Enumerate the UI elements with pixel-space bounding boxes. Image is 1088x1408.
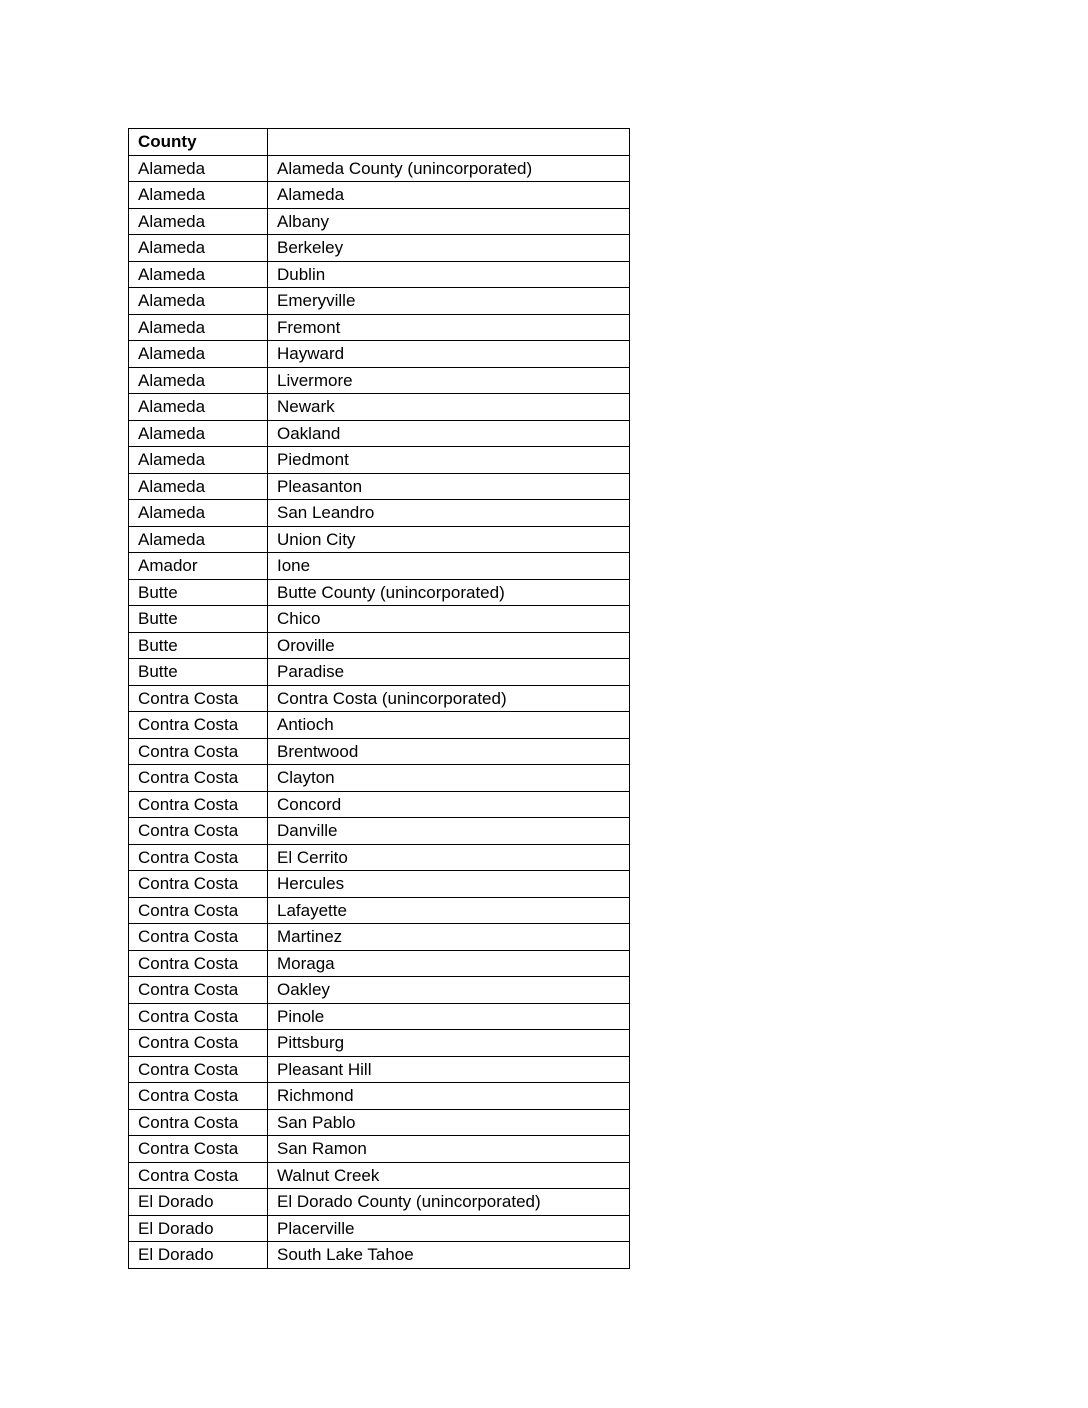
- county-cell: Alameda: [129, 288, 268, 315]
- table-row: [129, 685, 630, 712]
- county-cell: Contra Costa: [129, 765, 268, 792]
- city-cell: Ione: [268, 553, 630, 580]
- city-cell: Concord: [268, 791, 630, 818]
- table-row: [129, 1109, 630, 1136]
- county-cell: Contra Costa: [129, 738, 268, 765]
- city-cell: San Pablo: [268, 1109, 630, 1136]
- city-cell: San Ramon: [268, 1136, 630, 1163]
- city-cell: Dublin: [268, 261, 630, 288]
- county-cell: Alameda: [129, 473, 268, 500]
- county-cell: Contra Costa: [129, 1109, 268, 1136]
- table-row: [129, 182, 630, 209]
- table-row: [129, 844, 630, 871]
- county-cell: Alameda: [129, 155, 268, 182]
- table-row: [129, 659, 630, 686]
- table-row: [129, 420, 630, 447]
- header-county: County: [129, 129, 268, 156]
- city-cell: Livermore: [268, 367, 630, 394]
- county-cell: Alameda: [129, 235, 268, 262]
- city-cell: Antioch: [268, 712, 630, 739]
- city-cell: Martinez: [268, 924, 630, 951]
- county-cell: Alameda: [129, 526, 268, 553]
- table-row: [129, 155, 630, 182]
- table-row: [129, 1083, 630, 1110]
- table-row: [129, 235, 630, 262]
- county-cell: Butte: [129, 606, 268, 633]
- city-cell: Pleasanton: [268, 473, 630, 500]
- table-row: [129, 897, 630, 924]
- city-cell: Paradise: [268, 659, 630, 686]
- table-row: [129, 738, 630, 765]
- table-row: [129, 394, 630, 421]
- county-cell: El Dorado: [129, 1189, 268, 1216]
- city-cell: Fremont: [268, 314, 630, 341]
- table-row: [129, 871, 630, 898]
- city-cell: Oroville: [268, 632, 630, 659]
- city-cell: Albany: [268, 208, 630, 235]
- table-row: [129, 261, 630, 288]
- table-row: [129, 341, 630, 368]
- table-row: [129, 208, 630, 235]
- city-cell: Emeryville: [268, 288, 630, 315]
- county-cell: Contra Costa: [129, 950, 268, 977]
- city-cell: Brentwood: [268, 738, 630, 765]
- county-cell: Alameda: [129, 341, 268, 368]
- city-cell: Contra Costa (unincorporated): [268, 685, 630, 712]
- table-row: [129, 1242, 630, 1269]
- city-cell: Alameda County (unincorporated): [268, 155, 630, 182]
- county-cell: Contra Costa: [129, 685, 268, 712]
- county-cell: Contra Costa: [129, 818, 268, 845]
- table-row: [129, 977, 630, 1004]
- table-row: [129, 579, 630, 606]
- city-cell: Clayton: [268, 765, 630, 792]
- table-row: [129, 818, 630, 845]
- county-cell: Amador: [129, 553, 268, 580]
- city-cell: Pittsburg: [268, 1030, 630, 1057]
- county-cell: Contra Costa: [129, 791, 268, 818]
- table-row: [129, 314, 630, 341]
- city-cell: Moraga: [268, 950, 630, 977]
- county-cell: Contra Costa: [129, 1162, 268, 1189]
- table-row: [129, 712, 630, 739]
- county-cell: Contra Costa: [129, 1136, 268, 1163]
- table-row: [129, 632, 630, 659]
- city-cell: Placerville: [268, 1215, 630, 1242]
- county-cell: Butte: [129, 632, 268, 659]
- county-cell: Contra Costa: [129, 897, 268, 924]
- table-row: [129, 1136, 630, 1163]
- city-cell: Berkeley: [268, 235, 630, 262]
- table-row: [129, 553, 630, 580]
- county-cell: Alameda: [129, 182, 268, 209]
- county-cell: El Dorado: [129, 1215, 268, 1242]
- table-row: [129, 1056, 630, 1083]
- city-cell: Pleasant Hill: [268, 1056, 630, 1083]
- table-row: [129, 288, 630, 315]
- city-cell: South Lake Tahoe: [268, 1242, 630, 1269]
- city-cell: Walnut Creek: [268, 1162, 630, 1189]
- county-cell: Contra Costa: [129, 871, 268, 898]
- county-cell: Contra Costa: [129, 712, 268, 739]
- city-cell: Butte County (unincorporated): [268, 579, 630, 606]
- county-cell: Alameda: [129, 394, 268, 421]
- table-row: [129, 1030, 630, 1057]
- county-cell: Alameda: [129, 420, 268, 447]
- table-row: [129, 526, 630, 553]
- county-cell: Alameda: [129, 500, 268, 527]
- table-row: [129, 1189, 630, 1216]
- county-cell: Alameda: [129, 314, 268, 341]
- table-row: [129, 765, 630, 792]
- city-cell: Danville: [268, 818, 630, 845]
- header-city: [268, 129, 630, 156]
- county-cell: Butte: [129, 579, 268, 606]
- city-cell: Hayward: [268, 341, 630, 368]
- county-cell: Contra Costa: [129, 1030, 268, 1057]
- city-cell: San Leandro: [268, 500, 630, 527]
- city-cell: Hercules: [268, 871, 630, 898]
- table-row: [129, 606, 630, 633]
- table-row: [129, 447, 630, 474]
- county-cell: Butte: [129, 659, 268, 686]
- county-cell: Contra Costa: [129, 977, 268, 1004]
- county-cell: Contra Costa: [129, 1056, 268, 1083]
- city-cell: Newark: [268, 394, 630, 421]
- county-cell: El Dorado: [129, 1242, 268, 1269]
- table-row: [129, 500, 630, 527]
- table-row: [129, 367, 630, 394]
- table-row: [129, 924, 630, 951]
- table-body: [129, 155, 630, 1268]
- city-cell: Lafayette: [268, 897, 630, 924]
- county-cell: Contra Costa: [129, 924, 268, 951]
- county-cell: Contra Costa: [129, 1083, 268, 1110]
- county-cell: Contra Costa: [129, 1003, 268, 1030]
- county-cell: Alameda: [129, 261, 268, 288]
- city-cell: El Cerrito: [268, 844, 630, 871]
- county-city-table: [128, 128, 630, 1269]
- table-row: [129, 1215, 630, 1242]
- table-header-row: [129, 129, 630, 156]
- city-cell: Union City: [268, 526, 630, 553]
- city-cell: Richmond: [268, 1083, 630, 1110]
- city-cell: Pinole: [268, 1003, 630, 1030]
- city-cell: Chico: [268, 606, 630, 633]
- county-cell: Contra Costa: [129, 844, 268, 871]
- table-row: [129, 1162, 630, 1189]
- table-row: [129, 791, 630, 818]
- county-cell: Alameda: [129, 447, 268, 474]
- city-cell: Piedmont: [268, 447, 630, 474]
- table-row: [129, 1003, 630, 1030]
- city-cell: Oakland: [268, 420, 630, 447]
- county-cell: Alameda: [129, 367, 268, 394]
- county-cell: Alameda: [129, 208, 268, 235]
- table-row: [129, 950, 630, 977]
- city-cell: Alameda: [268, 182, 630, 209]
- city-cell: El Dorado County (unincorporated): [268, 1189, 630, 1216]
- table-row: [129, 473, 630, 500]
- city-cell: Oakley: [268, 977, 630, 1004]
